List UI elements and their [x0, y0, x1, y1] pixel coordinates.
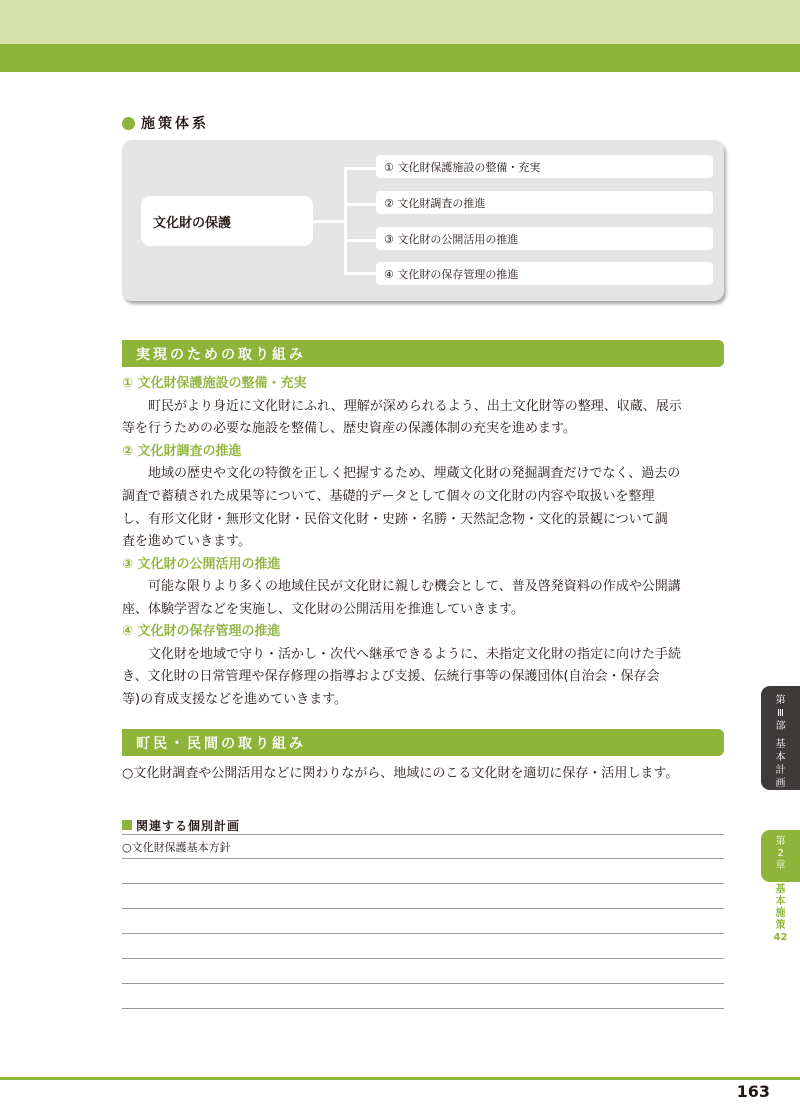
- action-item-title: ② 文化財調査の推進: [122, 444, 242, 459]
- section-title: [122, 113, 209, 133]
- body-text-line: 地域の歴史や文化の特徴を正しく把握するため、埋蔵文化財の発掘調査だけでなく、過去の: [148, 466, 681, 481]
- policy-code-label: [761, 884, 800, 944]
- connector-line: [313, 220, 345, 223]
- body-text-line: 等)の育成支援などを進めていきます。: [122, 692, 348, 707]
- private-text: ○文化財調査や公開活用などに関わりながら、地域にのこる文化財を適切に保存・活用します。: [122, 766, 679, 781]
- header-band-green: [0, 44, 800, 72]
- action-item-title: ① 文化財保護施設の整備・充実: [122, 376, 307, 391]
- ruled-line: [122, 908, 724, 909]
- body-text-line: 調査で蓄積された成果等について、基礎的データとして個々の文化財の内容や取扱いを整理: [122, 489, 655, 504]
- branch-line: [344, 167, 376, 170]
- part-tab-char: 第: [775, 695, 786, 706]
- policy-code-char: 施: [775, 908, 786, 919]
- part-tab-char: 本: [775, 752, 786, 763]
- system-root-node: 文化財の保護: [141, 196, 313, 246]
- system-child-node: ② 文化財調査の推進: [376, 191, 713, 214]
- private-heading: 町民・民間の取り組み: [122, 729, 724, 756]
- footer-rule: [0, 1077, 800, 1080]
- policy-code-char: 本: [775, 896, 786, 907]
- part-tab-char: Ⅲ: [777, 708, 784, 719]
- body-text-line: 査を進めていきます。: [122, 534, 251, 549]
- bullet-circle-icon: [122, 117, 135, 130]
- system-child-node: ③ 文化財の公開活用の推進: [376, 227, 713, 250]
- system-child-node: ④ 文化財の保存管理の推進: [376, 262, 713, 285]
- action-item-title: ④ 文化財の保存管理の推進: [122, 624, 281, 639]
- body-text-line: 文化財を地域で守り・活かし・次代へ継承できるように、未指定文化財の指定に向けた手続: [148, 647, 682, 662]
- ruled-line: [122, 958, 724, 959]
- chapter-tab-char: 第: [775, 836, 786, 847]
- branch-line: [344, 203, 376, 206]
- plan-item: ○文化財保護基本方針: [122, 841, 231, 854]
- branch-line: [344, 272, 376, 275]
- chapter-tab-char: 章: [775, 860, 786, 871]
- body-text-line: し、有形文化財・無形文化財・民俗文化財・史跡・名勝・天然記念物・文化的景観について調: [122, 512, 668, 527]
- policy-code-char: 42: [773, 932, 788, 943]
- ruled-line: [122, 858, 724, 859]
- branch-line: [344, 239, 376, 242]
- connector-vertical-line: [344, 167, 347, 274]
- part-tab-char: 画: [775, 778, 786, 789]
- ruled-line: [122, 933, 724, 934]
- body-text-line: 可能な限りより多くの地域住民が文化財に親しむ機会として、普及啓発資料の作成や公開講: [148, 579, 681, 594]
- action-heading: 実現のための取り組み: [122, 340, 724, 367]
- body-text-line: 町民がより身近に文化財にふれ、理解が深められるよう、出土文化財等の整理、収蔵、展示: [148, 399, 682, 414]
- ruled-line: [122, 1008, 724, 1009]
- policy-code-char: 基: [775, 884, 786, 895]
- header-band-pale: [0, 0, 800, 44]
- section-title-text: 施策体系: [141, 116, 209, 132]
- action-item-title: ③ 文化財の公開活用の推進: [122, 557, 281, 572]
- part-tab-char: 基: [775, 739, 786, 750]
- page-number: 163: [736, 1082, 770, 1101]
- ruled-line: [122, 834, 724, 835]
- ruled-line: [122, 883, 724, 884]
- policy-code-char: 策: [775, 920, 786, 931]
- part-tab-char: 部: [775, 721, 786, 732]
- part-tab: [761, 686, 800, 790]
- body-text-line: 座、体験学習などを実施し、文化財の公開活用を推進していきます。: [122, 602, 524, 617]
- ruled-line: [122, 983, 724, 984]
- system-child-node: ① 文化財保護施設の整備・充実: [376, 155, 713, 178]
- part-tab-char: 計: [775, 765, 786, 776]
- plans-heading: [122, 816, 240, 834]
- chapter-tab: [761, 830, 800, 882]
- body-text-line: き、文化財の日常管理や保存修理の指導および支援、伝統行事等の保護団体(自治会・保存会: [122, 669, 660, 684]
- body-text-line: 等を行うための必要な施設を整備し、歴史資産の保護体制の充実を進めます。: [122, 421, 576, 436]
- plans-heading-text: 関連する個別計画: [136, 818, 241, 833]
- chapter-tab-char: 2: [777, 848, 784, 859]
- bullet-square-icon: [122, 820, 132, 830]
